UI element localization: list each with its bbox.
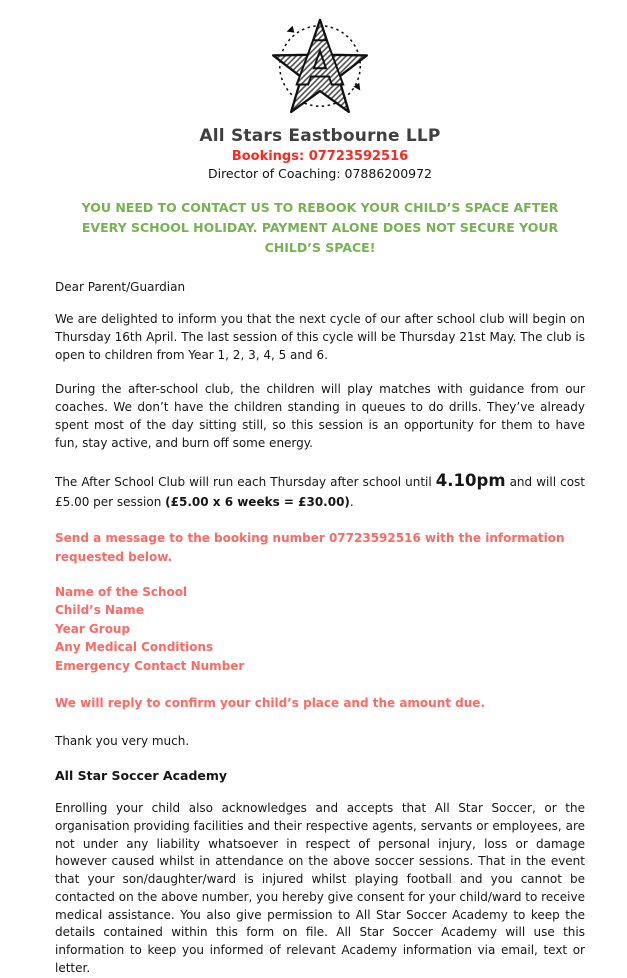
list-item-child-name: Child’s Name	[55, 603, 144, 618]
star-a-logo-icon	[261, 12, 379, 124]
reply-note: We will reply to confirm your child’s place and the amount due.	[55, 695, 486, 710]
list-item-school-name: Name of the School	[55, 584, 188, 599]
logo-container	[55, 12, 585, 124]
list-item-emergency-contact: Emergency Contact Number	[55, 658, 245, 673]
letter-header	[55, 12, 585, 181]
thanks-line: Thank you very much.	[55, 734, 190, 749]
required-info-list	[55, 583, 585, 676]
director-phone: Director of Coaching: 07886200972	[207, 166, 433, 181]
salutation: Dear Parent/Guardian	[55, 280, 186, 294]
rebook-notice-heading: YOU NEED TO CONTACT US TO REBOOK YOUR CHILD’S SPACE AFTER EVERY SCHOOL HOLIDAY. PAYMENT ALONE DOES NOT SECURE YOUR CHILD’S SPACE!	[81, 200, 559, 255]
svg-text:A: A	[296, 28, 344, 100]
booking-instruction: Send a message to the booking number 07723592516 with the information requested below.	[55, 531, 565, 564]
list-item-medical-conditions: Any Medical Conditions	[55, 640, 214, 655]
list-item-year-group: Year Group	[55, 621, 131, 636]
cost-text-middle: and will cost £5.00 per session	[55, 475, 586, 509]
academy-heading: All Star Soccer Academy	[55, 768, 228, 784]
bookings-phone: Bookings: 07723592516	[231, 149, 409, 164]
price-calculation: (£5.00 x 6 weeks = £30.00)	[165, 494, 350, 509]
finish-time: 4.10pm	[435, 471, 506, 491]
org-name-title: All Stars Eastbourne LLP	[199, 126, 441, 146]
paragraph-format: During the after-school club, the children will play matches with guidance from our coaches. We don’t have the children standing in queues to do drills. They’ve already spent most of the day sitting still, so this session is an opportunity for them to have fun, stay active, and burn off some energy.	[55, 382, 585, 450]
liability-disclaimer: Enrolling your child also acknowledges and accepts that All Star Soccer, or the organisation providing facilities and their respective agents, servants or employees, are not under any liability whatsoever in respect of personal injury, loss or damage however caused whilst in attendance on the above soccer sessions. That in the event that your son/daughter/ward is injured whilst playing football and you cannot be contacted on the above number, you hereby give consent for your child/ward to receive medical assistance. You also give permission to All Star Soccer Academy to keep the details contained within this form on file. All Star Soccer Academy will use this information to keep you informed of relevant Academy information via email, text or letter.	[55, 801, 585, 975]
cost-text-before: The After School Club will run each Thursday after school until	[55, 475, 436, 490]
cost-text-after: .	[349, 494, 354, 509]
paragraph-intro: We are delighted to inform you that the next cycle of our after school club will begin on Thursday 16th April. The last session of this cycle will be Thursday 21st May. The club is open to children from Year 1, 2, 3, 4, 5 and 6.	[55, 312, 585, 362]
paragraph-cost	[55, 469, 585, 511]
